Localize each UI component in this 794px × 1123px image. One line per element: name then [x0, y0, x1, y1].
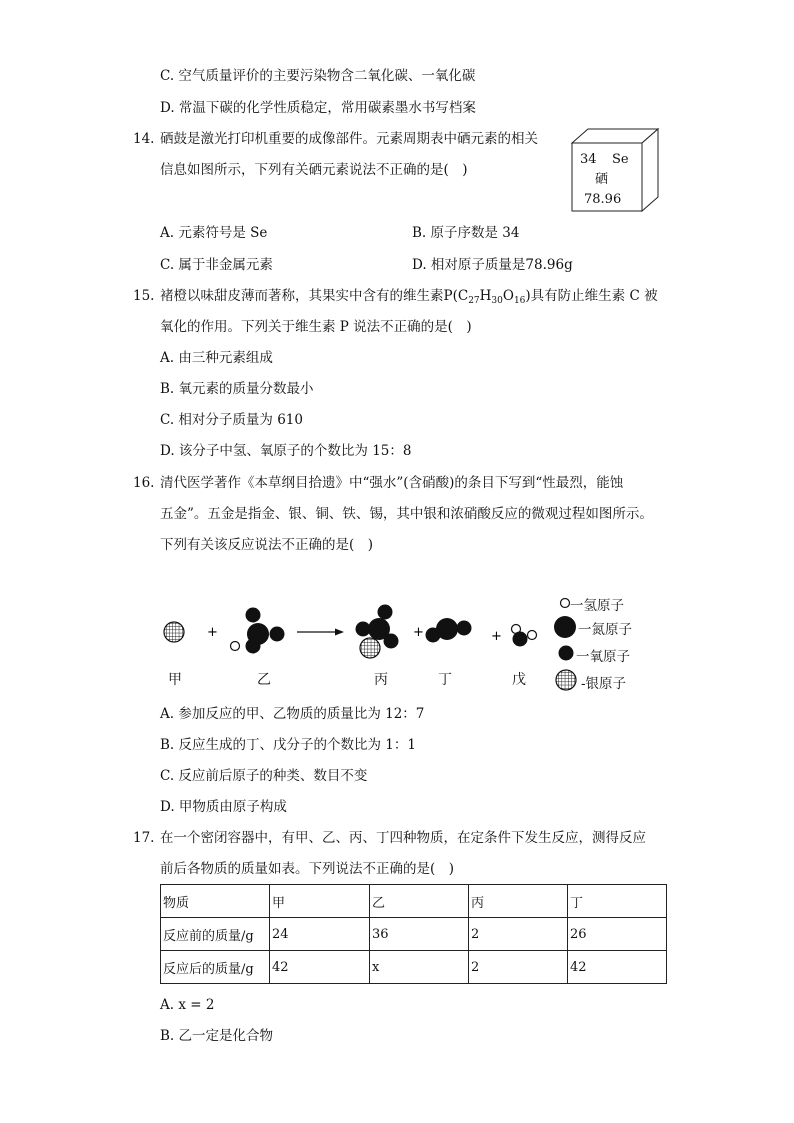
- plus-sign: +: [413, 625, 424, 640]
- q14-stem-line2: 信息如图所示，下列有关硒元素说法不正确的是( ): [160, 162, 468, 178]
- legend-oxygen: 一氧原子: [576, 649, 630, 665]
- table-cell: 丁: [568, 885, 667, 918]
- label-bing: 丙: [374, 672, 388, 688]
- q16-stem-line2: 五金”。五金是指金、银、铜、铁、锡，其中银和浓硝酸反应的微观过程如图所示。: [160, 506, 653, 522]
- table-cell: 42: [270, 951, 370, 984]
- q13-option-d: D. 常温下碳的化学性质稳定，常用碳素墨水书写档案: [160, 100, 476, 116]
- table-cell: 2: [469, 951, 568, 984]
- hydrogen-atom-icon: [561, 599, 570, 608]
- q15-option-c: C. 相对分子质量为 610: [160, 412, 303, 428]
- q17-option-a: A. x = 2: [160, 997, 215, 1013]
- element-name: 硒: [595, 172, 609, 187]
- water-molecule-icon: [512, 625, 537, 647]
- q15-stem-line1: 褚橙以味甜皮薄而著称，其果实中含有的维生素$P(C_{27}H_{30}O_{16})$具有防止维生素 C 被: [160, 288, 658, 306]
- q17-stem-line2: 前后各物质的质量如表。下列说法不正确的是( ): [160, 861, 455, 877]
- plus-sign: +: [491, 629, 502, 644]
- mass-table: [160, 884, 667, 984]
- legend-hydrogen: 一氢原子: [570, 598, 624, 614]
- nitrogen-dioxide-molecule-icon: [426, 618, 472, 643]
- nitrogen-atom-icon: [554, 616, 576, 638]
- q16-option-d: D. 甲物质由原子构成: [160, 799, 287, 815]
- q16-stem-line3: 下列有关该反应说法不正确的是( ): [160, 537, 374, 553]
- table-cell: 乙: [370, 885, 469, 918]
- q15-stem-line2: 氧化的作用。下列关于维生素 P 说法不正确的是( ): [160, 319, 472, 335]
- q14-option-b: B. 原子序数是 34: [412, 225, 520, 241]
- atomic-number: 34: [580, 152, 597, 167]
- q16-number: 16.: [133, 475, 155, 491]
- q16-option-b: B. 反应生成的丁、戊分子的个数比为 1：1: [160, 737, 416, 753]
- q17-stem-line1: 在一个密闭容器中，有甲、乙、丙、丁四种物质，在定条件下发生反应，测得反应: [160, 830, 646, 846]
- silver-atom-legend-icon: [556, 670, 576, 690]
- q14-option-d: D. 相对原子质量是78.96g: [412, 257, 573, 273]
- q15-option-d: D. 该分子中氢、氧原子的个数比为 15：8: [160, 443, 412, 459]
- label-wu: 戊: [512, 672, 526, 688]
- silver-nitrate-molecule-icon: [356, 605, 399, 659]
- table-cell: x: [370, 951, 469, 984]
- q16-option-c: C. 反应前后原子的种类、数目不变: [160, 768, 368, 784]
- table-cell: 反应前的质量/g: [161, 918, 270, 951]
- table-cell: 24: [270, 918, 370, 951]
- table-cell: 2: [469, 918, 568, 951]
- q15-option-b: B. 氧元素的质量分数最小: [160, 381, 314, 397]
- silver-atom-icon: [164, 622, 184, 642]
- label-jia: 甲: [168, 672, 182, 688]
- table-cell: 物质: [161, 885, 270, 918]
- label-ding: 丁: [438, 672, 452, 688]
- oxygen-atom-icon: [559, 646, 574, 661]
- table-cell: 反应后的质量/g: [161, 951, 270, 984]
- q14-number: 14.: [133, 131, 155, 147]
- label-yi: 乙: [257, 672, 271, 688]
- table-cell: 甲: [270, 885, 370, 918]
- atomic-mass: 78.96: [584, 192, 622, 207]
- legend-nitrogen: 一氮原子: [578, 622, 632, 638]
- plus-sign: +: [207, 625, 218, 640]
- q15-number: 15.: [133, 288, 155, 304]
- periodic-table-cell: [570, 128, 662, 214]
- q13-option-c: C. 空气质量评价的主要污染物含二氧化碳、一氧化碳: [160, 68, 476, 84]
- element-symbol: Se: [612, 152, 629, 167]
- q14-stem-line1: 硒鼓是激光打印机重要的成像部件。元素周期表中硒元素的相关: [160, 131, 538, 147]
- table-cell: 丙: [469, 885, 568, 918]
- table-row: [161, 918, 667, 951]
- table-row: [161, 951, 667, 984]
- nitric-acid-molecule-icon: [231, 608, 285, 654]
- table-row: [161, 885, 667, 918]
- q14-option-c: C. 属于非金属元素: [160, 257, 273, 273]
- reaction-arrow-icon: [297, 629, 344, 636]
- q15-option-a: A. 由三种元素组成: [160, 350, 273, 366]
- table-cell: 42: [568, 951, 667, 984]
- q17-option-b: B. 乙一定是化合物: [160, 1028, 274, 1044]
- q16-stem-line1: 清代医学著作《本草纲目拾遗》中“强水”(含硝酸)的条目下写到“性最烈，能蚀: [160, 475, 624, 491]
- q14-option-a: A. 元素符号是 Se: [160, 225, 268, 241]
- q17-number: 17.: [133, 830, 155, 846]
- table-cell: 36: [370, 918, 469, 951]
- q16-option-a: A. 参加反应的甲、乙物质的质量比为 12：7: [160, 706, 425, 722]
- legend-silver: -银原子: [581, 676, 627, 692]
- table-cell: 26: [568, 918, 667, 951]
